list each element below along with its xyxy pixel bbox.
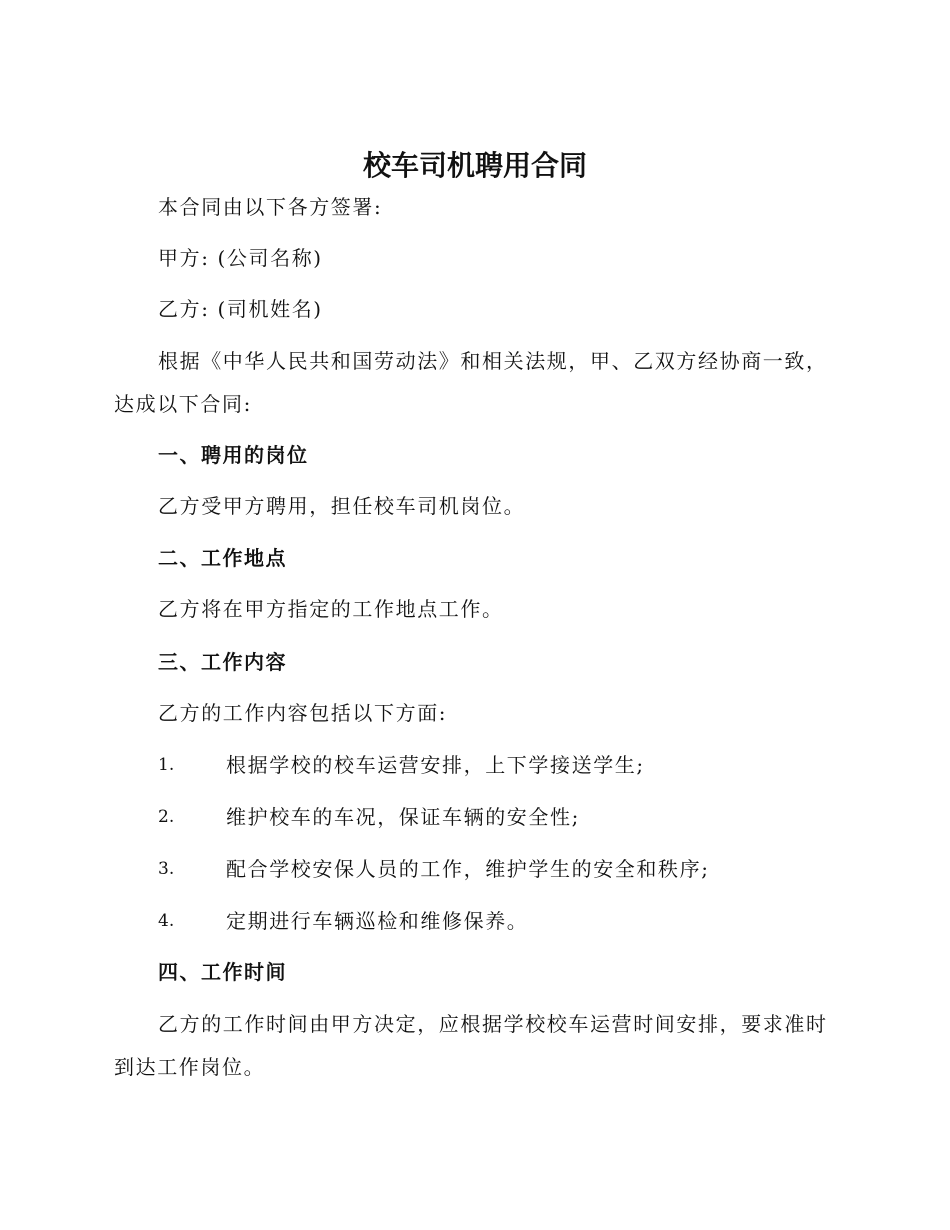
- section-text-location: 乙方将在甲方指定的工作地点工作。: [158, 597, 504, 621]
- list-item-number: 3.: [158, 859, 175, 879]
- list-item: 配合学校安保人员的工作，维护学生的安全和秩序;: [226, 857, 710, 881]
- list-item-number: 1.: [158, 755, 175, 775]
- list-item: 定期进行车辆巡检和维修保养。: [226, 909, 529, 933]
- intro-text: 本合同由以下各方签署:: [158, 195, 383, 219]
- basis-paragraph-line-1: 根据《中华人民共和国劳动法》和相关法规，甲、乙双方经协商一致，: [158, 349, 828, 373]
- section-heading-hours: 四、工作时间: [158, 960, 287, 984]
- list-item: 根据学校的校车运营安排，上下学接送学生;: [226, 753, 645, 777]
- party-b-line: 乙方: (司机姓名): [158, 297, 323, 321]
- document-title: 校车司机聘用合同: [362, 149, 587, 182]
- list-item-number: 4.: [158, 911, 175, 931]
- list-item-number: 2.: [158, 807, 175, 827]
- basis-paragraph-line-2: 达成以下合同:: [114, 392, 252, 416]
- section-heading-position: 一、聘用的岗位: [158, 443, 309, 467]
- section-text-duties: 乙方的工作内容包括以下方面:: [158, 701, 448, 725]
- section-heading-location: 二、工作地点: [158, 546, 287, 570]
- section-text-hours-line-1: 乙方的工作时间由甲方决定，应根据学校校车运营时间安排，要求准时: [158, 1012, 828, 1036]
- section-text-hours-line-2: 到达工作岗位。: [114, 1055, 266, 1079]
- section-text-position: 乙方受甲方聘用，担任校车司机岗位。: [158, 494, 526, 518]
- section-heading-duties: 三、工作内容: [158, 650, 287, 674]
- list-item: 维护校车的车况，保证车辆的安全性;: [226, 805, 580, 829]
- party-a-line: 甲方: (公司名称): [158, 246, 323, 270]
